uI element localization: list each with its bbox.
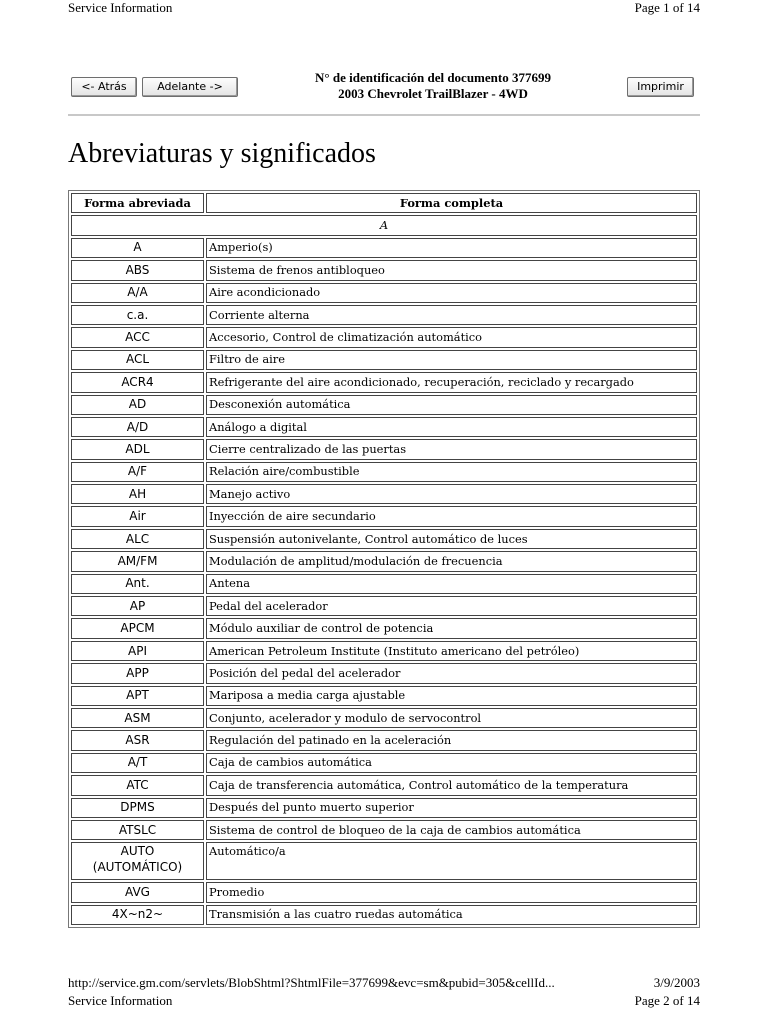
page-title: Abreviaturas y significados	[68, 138, 376, 169]
full-form-cell: Regulación del patinado en la aceleración	[206, 730, 697, 750]
footer-date: 3/9/2003	[653, 975, 700, 990]
table-row	[71, 462, 697, 482]
full-form-cell: Antena	[206, 574, 697, 594]
full-form-cell: Después del punto muerto superior	[206, 798, 697, 818]
full-form-cell: Accesorio, Control de climatización automático	[206, 327, 697, 347]
table-row	[71, 708, 697, 728]
page-number: Page 1 of 14	[634, 0, 700, 15]
full-form-cell: Refrigerante del aire acondicionado, recuperación, reciclado y recargado	[206, 372, 697, 392]
abbreviation-cell: ASM	[71, 708, 204, 728]
full-form-cell: Sistema de control de bloqueo de la caja de cambios automática	[206, 820, 697, 840]
full-form-cell: Sistema de frenos antibloqueo	[206, 260, 697, 280]
table-row	[71, 417, 697, 437]
table-header-row	[71, 193, 697, 213]
full-form-cell: Amperio(s)	[206, 238, 697, 258]
full-form-cell: Posición del pedal del acelerador	[206, 663, 697, 683]
abbreviation-cell: AD	[71, 395, 204, 415]
abbreviation-cell: ADL	[71, 439, 204, 459]
abbreviation-cell: ATC	[71, 775, 204, 795]
divider	[68, 114, 700, 116]
abbreviation-cell: A/T	[71, 753, 204, 773]
abbreviation-cell: DPMS	[71, 798, 204, 818]
table-row	[71, 283, 697, 303]
page-header-left: Service Information	[68, 0, 173, 15]
full-form-cell: Módulo auxiliar de control de potencia	[206, 618, 697, 638]
full-form-cell: Relación aire/combustible	[206, 462, 697, 482]
section-letter: A	[71, 215, 697, 235]
table-row	[71, 529, 697, 549]
vehicle-line: 2003 Chevrolet TrailBlazer - 4WD	[338, 86, 528, 101]
table-row	[71, 439, 697, 459]
table-row	[71, 842, 697, 880]
table-row	[71, 484, 697, 504]
table-row	[71, 820, 697, 840]
abbreviation-cell: AM/FM	[71, 551, 204, 571]
full-form-cell: Caja de transferencia automática, Control automático de la temperatura	[206, 775, 697, 795]
forward-button[interactable]: Adelante ->	[142, 77, 238, 97]
table-row	[71, 260, 697, 280]
full-form-cell: Aire acondicionado	[206, 283, 697, 303]
abbreviation-cell: API	[71, 641, 204, 661]
next-page-number: Page 2 of 14	[634, 993, 700, 1008]
full-form-cell: Conjunto, acelerador y modulo de servocontrol	[206, 708, 697, 728]
abbreviation-cell: AP	[71, 596, 204, 616]
table-row	[71, 395, 697, 415]
section-row	[71, 215, 697, 235]
header-abbreviation: Forma abreviada	[71, 193, 204, 213]
abbreviation-cell: AH	[71, 484, 204, 504]
abbreviation-cell: 4X~n2~	[71, 905, 204, 925]
full-form-cell: Análogo a digital	[206, 417, 697, 437]
full-form-cell: Pedal del acelerador	[206, 596, 697, 616]
abbreviation-cell: Ant.	[71, 574, 204, 594]
abbreviation-cell: ASR	[71, 730, 204, 750]
full-form-cell: Manejo activo	[206, 484, 697, 504]
full-form-cell: Caja de cambios automática	[206, 753, 697, 773]
abbreviation-cell: A/A	[71, 283, 204, 303]
abbreviation-cell: c.a.	[71, 305, 204, 325]
abbreviation-cell: APCM	[71, 618, 204, 638]
full-form-cell: Promedio	[206, 882, 697, 902]
table-row	[71, 686, 697, 706]
table-row	[71, 905, 697, 925]
abbreviation-cell: AVG	[71, 882, 204, 902]
print-button[interactable]: Imprimir	[627, 77, 694, 97]
table-row	[71, 506, 697, 526]
abbreviation-cell: ATSLC	[71, 820, 204, 840]
full-form-cell: Desconexión automática	[206, 395, 697, 415]
abbreviation-cell: APP	[71, 663, 204, 683]
header-full-form: Forma completa	[206, 193, 697, 213]
abbreviation-cell: ALC	[71, 529, 204, 549]
abbreviations-table-wrapper	[68, 190, 700, 928]
table-row	[71, 238, 697, 258]
abbreviation-cell: Air	[71, 506, 204, 526]
table-row	[71, 305, 697, 325]
abbreviation-cell: A	[71, 238, 204, 258]
full-form-cell: Transmisión a las cuatro ruedas automática	[206, 905, 697, 925]
full-form-cell: American Petroleum Institute (Instituto americano del petróleo)	[206, 641, 697, 661]
abbreviation-cell: ACC	[71, 327, 204, 347]
table-row	[71, 618, 697, 638]
page-footer	[68, 975, 700, 991]
abbreviation-cell: ACR4	[71, 372, 204, 392]
next-page-header-left: Service Information	[68, 993, 173, 1008]
abbreviation-cell: A/F	[71, 462, 204, 482]
document-id	[243, 70, 623, 102]
full-form-cell: Automático/a	[206, 842, 697, 880]
full-form-cell: Cierre centralizado de las puertas	[206, 439, 697, 459]
abbreviation-cell: A/D	[71, 417, 204, 437]
table-row	[71, 663, 697, 683]
table-row	[71, 327, 697, 347]
abbreviations-table	[69, 191, 699, 927]
full-form-cell: Inyección de aire secundario	[206, 506, 697, 526]
table-row	[71, 730, 697, 750]
abbreviation-cell: APT	[71, 686, 204, 706]
table-row	[71, 775, 697, 795]
full-form-cell: Modulación de amplitud/modulación de frecuencia	[206, 551, 697, 571]
navigation-bar	[68, 70, 700, 114]
abbreviation-cell: ACL	[71, 350, 204, 370]
back-button[interactable]: <- Atrás	[71, 77, 137, 97]
table-row	[71, 551, 697, 571]
table-row	[71, 574, 697, 594]
table-row	[71, 753, 697, 773]
full-form-cell: Corriente alterna	[206, 305, 697, 325]
table-row	[71, 882, 697, 902]
next-page-header	[68, 993, 700, 1009]
abbreviation-cell: ABS	[71, 260, 204, 280]
table-row	[71, 641, 697, 661]
full-form-cell: Mariposa a media carga ajustable	[206, 686, 697, 706]
full-form-cell: Filtro de aire	[206, 350, 697, 370]
abbreviation-cell: AUTO (AUTOMÁTICO)	[71, 842, 204, 880]
document-id-line: N° de identificación del documento 377699	[315, 70, 551, 85]
table-row	[71, 798, 697, 818]
page-header	[68, 0, 700, 16]
table-row	[71, 350, 697, 370]
footer-url: http://service.gm.com/servlets/BlobShtml?ShtmlFile=377699&evc=sm&pubid=305&cellId...	[68, 975, 555, 990]
full-form-cell: Suspensión autonivelante, Control automático de luces	[206, 529, 697, 549]
table-row	[71, 596, 697, 616]
table-row	[71, 372, 697, 392]
